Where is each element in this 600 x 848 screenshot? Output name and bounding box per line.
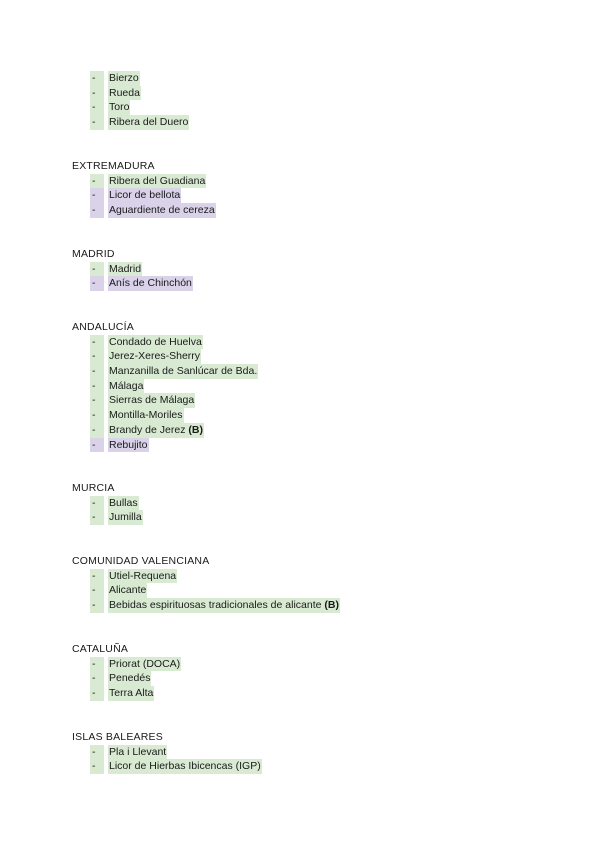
list-item: [72, 510, 142, 525]
item-text: Ribera del Guadiana: [109, 174, 206, 187]
item-text: Manzanilla de Sanlúcar de Bda.: [109, 365, 258, 378]
bullet-dash: -: [90, 71, 104, 86]
item-label: [108, 408, 184, 423]
item-text: Pla i Llevant: [109, 745, 167, 758]
bullet-dash: -: [90, 438, 104, 453]
bullet-dash: -: [90, 188, 104, 203]
list-item: [72, 686, 154, 701]
bullet-dash: -: [90, 569, 104, 584]
bullet-dash: -: [90, 335, 104, 350]
item-text: Bullas: [109, 496, 138, 509]
item-text: Rebujito: [109, 438, 148, 451]
item-text: Aguardiente de cereza: [109, 204, 215, 217]
region-item-list: [72, 262, 192, 291]
item-label: [108, 510, 143, 525]
item-text: Brandy de Jerez: [109, 423, 186, 436]
list-item: [72, 335, 202, 350]
item-label: [108, 71, 140, 86]
item-label: [108, 657, 181, 672]
item-text: Ribera del Duero: [109, 116, 189, 129]
list-item: [72, 745, 167, 760]
item-text: Utiel-Requena: [109, 569, 177, 582]
region-heading: MURCIA: [72, 482, 115, 494]
item-label: [108, 335, 203, 350]
item-label: [108, 438, 149, 453]
list-item: [72, 262, 142, 277]
item-label: [108, 496, 139, 511]
region-item-list: [72, 569, 339, 613]
region-heading: ANDALUCÍA: [72, 321, 134, 333]
item-label: [108, 423, 204, 438]
list-item: [72, 583, 209, 598]
region-block: [72, 730, 261, 774]
item-text: Licor de bellota: [109, 189, 181, 202]
list-item: [72, 203, 215, 218]
item-label: [108, 569, 177, 584]
item-suffix-bold: (B): [188, 423, 203, 436]
bullet-dash: -: [90, 657, 104, 672]
item-label: [108, 100, 130, 115]
item-text: Terra Alta: [109, 687, 154, 700]
bullet-dash: -: [90, 364, 104, 379]
region-block: [72, 642, 181, 701]
region-item-list: [72, 496, 142, 525]
bullet-dash: -: [90, 115, 104, 130]
item-label: [108, 745, 167, 760]
region-heading: ISLAS BALEARES: [72, 731, 163, 743]
region-item-list: [72, 657, 181, 701]
bullet-dash: -: [90, 203, 104, 218]
item-text: Licor de Hierbas Ibicencas (IGP): [109, 760, 261, 773]
item-text: Bierzo: [109, 72, 139, 84]
region-heading: MADRID: [72, 248, 115, 260]
bullet-dash: -: [90, 510, 104, 525]
bullet-dash: -: [90, 583, 104, 598]
bullet-dash: -: [90, 745, 104, 760]
bullet-dash: -: [90, 759, 104, 774]
list-item: [72, 276, 192, 291]
item-text: Jerez-Xeres-Sherry: [109, 350, 201, 363]
item-label: [108, 174, 206, 189]
list-item: [72, 408, 183, 423]
list-item: [72, 393, 195, 408]
list-item: [72, 379, 144, 394]
item-label: [108, 262, 142, 277]
region-item-list: [72, 174, 215, 218]
item-label: [108, 349, 201, 364]
item-label: [108, 86, 141, 101]
item-text: Toro: [109, 101, 130, 114]
region-item-list: [72, 745, 261, 774]
list-item: [72, 364, 258, 379]
item-text: Alicante: [109, 584, 147, 597]
item-label: [108, 583, 147, 598]
item-label: [108, 276, 193, 291]
item-label: [108, 393, 195, 408]
list-item: [72, 174, 206, 189]
item-label: [108, 686, 154, 701]
item-label: [108, 188, 181, 203]
region-heading: EXTREMADURA: [72, 160, 155, 172]
region-item-list: [72, 335, 258, 453]
item-label: [108, 379, 144, 394]
item-label: [108, 203, 216, 218]
bullet-dash: -: [90, 423, 104, 438]
region-block: [72, 159, 215, 218]
bullet-dash: -: [90, 671, 104, 686]
item-text: Bebidas espirituosas tradicionales de alicante: [109, 599, 322, 612]
list-item: [72, 496, 138, 511]
bullet-dash: -: [90, 379, 104, 394]
list-item: [72, 423, 203, 438]
list-item: [72, 759, 261, 774]
list-item: [72, 188, 181, 203]
item-label: [108, 364, 258, 379]
region-block: [72, 247, 192, 291]
item-text: Montilla-Moriles: [109, 409, 183, 422]
item-label: [108, 115, 189, 130]
item-label: [108, 598, 340, 613]
bullet-dash: -: [90, 86, 104, 101]
item-text: Jumilla: [109, 511, 142, 524]
item-text: Condado de Huelva: [109, 335, 202, 348]
bullet-dash: -: [90, 174, 104, 189]
item-label: [108, 671, 151, 686]
bullet-dash: -: [90, 393, 104, 408]
region-block: [72, 320, 258, 452]
list-item: [72, 671, 151, 686]
item-text: Málaga: [109, 379, 144, 392]
list-item: [72, 349, 201, 364]
item-text: Madrid: [109, 262, 142, 275]
item-text: Priorat (DOCA): [109, 657, 181, 670]
bullet-dash: -: [90, 276, 104, 291]
item-text: Penedés: [109, 672, 151, 685]
item-text: Anís de Chinchón: [109, 277, 192, 290]
bullet-dash: -: [90, 408, 104, 423]
list-item: [72, 438, 148, 453]
bullet-dash: -: [90, 496, 104, 511]
region-heading: COMUNIDAD VALENCIANA: [72, 555, 210, 567]
region-block: [72, 481, 142, 525]
list-item: [72, 598, 339, 613]
item-text: Sierras de Málaga: [109, 394, 195, 407]
region-heading: CATALUÑA: [72, 643, 129, 655]
bullet-dash: -: [90, 349, 104, 364]
item-text: Rueda: [109, 86, 140, 99]
bullet-dash: -: [90, 262, 104, 277]
list-item: [72, 657, 181, 672]
bullet-dash: -: [90, 598, 104, 613]
item-suffix-bold: (B): [324, 599, 339, 612]
list-item: [72, 569, 209, 584]
region-block: [72, 554, 339, 613]
bullet-dash: -: [90, 100, 104, 115]
bullet-dash: -: [90, 686, 104, 701]
item-label: [108, 759, 262, 774]
